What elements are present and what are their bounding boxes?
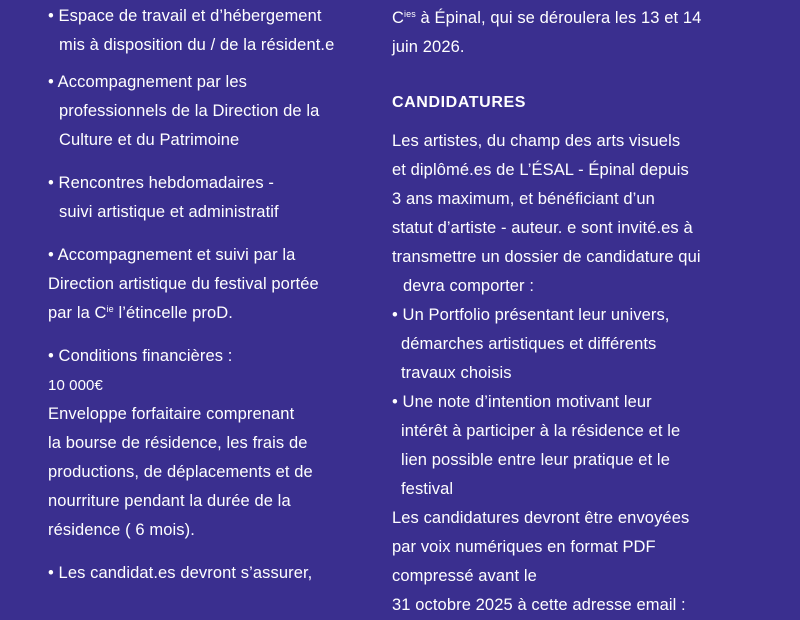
- eligibility-1: Les artistes, du champ des arts visuels: [392, 132, 681, 150]
- amount: 10 000€: [48, 377, 103, 394]
- envelope-text-5: résidence ( 6 mois).: [48, 521, 195, 539]
- bullet-portfolio-cont-1: démarches artistiques et différents: [401, 335, 657, 353]
- festival-dates-line-1: $C^{ies}$ à Épinal, qui se déroulera les 13 et 14: [392, 9, 702, 27]
- bullet-note-cont-2: lien possible entre leur pratique et le: [401, 451, 670, 469]
- submission-2: par voix numériques en format PDF: [392, 538, 656, 556]
- eligibility-5: transmettre un dossier de candidature qui: [392, 248, 701, 266]
- submission-1: Les candidatures devront être envoyées: [392, 509, 690, 527]
- submission-4: 31 octobre 2025 à cette adresse email :: [392, 596, 686, 614]
- bullet-portfolio-cont-2: travaux choisis: [401, 364, 512, 382]
- envelope-text-3: productions, de déplacements et de: [48, 463, 313, 481]
- bullet-portfolio: • Un Portfolio présentant leur univers,: [392, 306, 670, 324]
- bullet-candidates: • Les candidat.es devront s’assurer,: [48, 564, 313, 582]
- left-column: [48, 2, 348, 588]
- bullet-festival-cont-1: Direction artistique du festival portée: [48, 275, 319, 293]
- eligibility-2: et diplômé.es de L’ÉSAL - Épinal depuis: [392, 161, 689, 179]
- bullet-festival: • Accompagnement et suivi par la: [48, 246, 296, 264]
- section-heading: CANDIDATURES: [392, 94, 527, 111]
- bullet-note-cont-3: festival: [401, 480, 454, 498]
- festival-dates-line-2: juin 2026.: [392, 38, 465, 56]
- bullet-note: • Une note d’intention motivant leur: [392, 393, 652, 411]
- envelope-text-2: la bourse de résidence, les frais de: [48, 434, 308, 452]
- envelope-text-1: Enveloppe forfaitaire comprenant: [48, 405, 295, 423]
- bullet-festival-cont-2: par la $C^{ie}$ l’étincelle proD.: [48, 304, 233, 322]
- eligibility-6: devra comporter :: [403, 277, 535, 295]
- submission-3: compressé avant le: [392, 567, 537, 585]
- bullet-meetings: • Rencontres hebdomadaires -: [48, 174, 274, 192]
- eligibility-3: 3 ans maximum, et bénéficiant d’un: [392, 190, 655, 208]
- envelope-text-4: nourriture pendant la durée de la: [48, 492, 291, 510]
- bullet-workspace-cont: mis à disposition du / de la résident.e: [59, 36, 335, 54]
- bullet-workspace: • Espace de travail et d’hébergement: [48, 7, 322, 25]
- bullet-support-cont-1: professionnels de la Direction de la: [59, 102, 320, 120]
- bullet-note-cont-1: intérêt à participer à la résidence et le: [401, 422, 681, 440]
- bullet-support: • Accompagnement par les: [48, 73, 247, 91]
- bullet-support-cont-2: Culture et du Patrimoine: [59, 131, 240, 149]
- right-column: [392, 4, 732, 620]
- bullet-meetings-cont: suivi artistique et administratif: [59, 203, 279, 221]
- eligibility-4: statut d’artiste - auteur. e sont invité.es à: [392, 219, 693, 237]
- bullet-financial: • Conditions financières :: [48, 347, 233, 365]
